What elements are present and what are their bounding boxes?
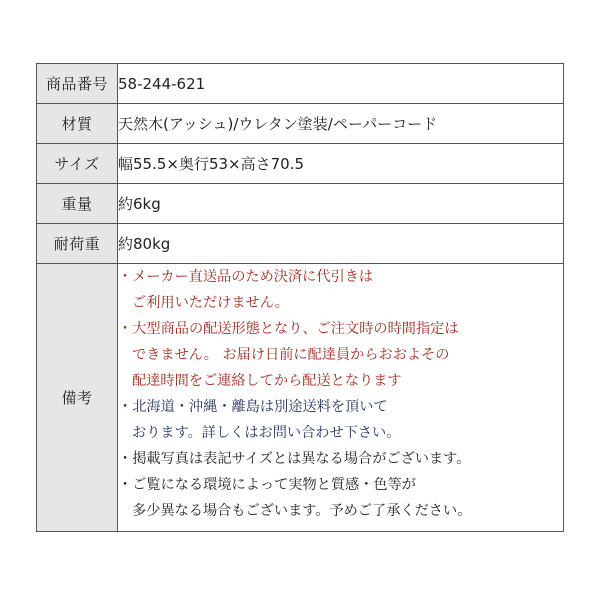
notes-label: 備考 (37, 264, 118, 532)
note-line: 多少異なる場合もございます。予めご了承ください。 (132, 503, 472, 519)
note-line: ・大型商品の配送形態となり、ご注文時の時間指定は (118, 321, 459, 337)
spec-row-product-number (37, 64, 564, 104)
spec-row-load-capacity (37, 224, 564, 264)
spec-row-weight (37, 184, 564, 224)
note-line: ・ご覧になる環境によって実物と質感・色等が (118, 477, 416, 493)
note-line: できません。 お届け日前に配達員からおおよその (132, 347, 450, 363)
note-line: ・メーカー直送品のため決済に代引きは (118, 269, 374, 285)
size-label: サイズ (37, 144, 118, 184)
spec-row-notes (37, 264, 564, 532)
spec-row-size (37, 144, 564, 184)
note-color-difference (118, 472, 563, 524)
weight-value: 約6kg (118, 184, 564, 224)
product-number-label: 商品番号 (37, 64, 118, 104)
size-value: 幅55.5×奥行53×高さ70.5 (118, 144, 564, 184)
product-number-value: 58-244-621 (118, 64, 564, 104)
load-capacity-value: 約80kg (118, 224, 564, 264)
material-value: 天然木(アッシュ)/ウレタン塗装/ペーパーコード (118, 104, 564, 144)
material-label: 材質 (37, 104, 118, 144)
note-line: ・掲載写真は表記サイズとは異なる場合がございます。 (118, 451, 471, 467)
note-size-difference (118, 446, 563, 472)
note-line: ・北海道・沖縄・離島は別途送料を頂いて (118, 399, 388, 415)
note-line: おります。詳しくはお問い合わせ下さい。 (132, 425, 401, 441)
note-delivery-time (118, 316, 563, 394)
notes-content (118, 264, 564, 532)
note-direct-shipping (118, 264, 563, 316)
note-remote-shipping (118, 394, 563, 446)
spec-row-material (37, 104, 564, 144)
weight-label: 重量 (37, 184, 118, 224)
spec-table (36, 63, 564, 532)
note-line: 配達時間をご連絡してから配送となります (132, 373, 402, 389)
load-capacity-label: 耐荷重 (37, 224, 118, 264)
note-line: ご利用いただけません。 (132, 295, 289, 311)
